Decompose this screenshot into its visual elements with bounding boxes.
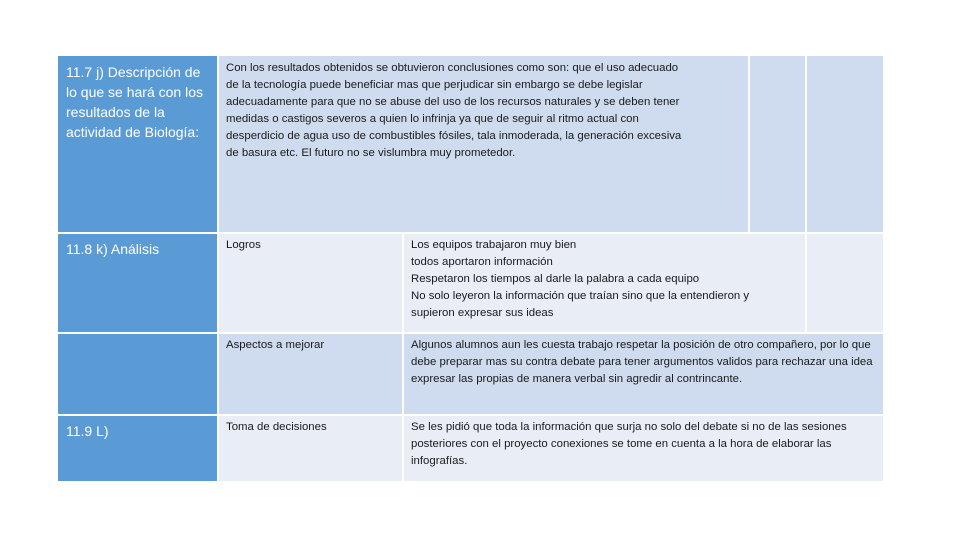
logros-line: supieron expresar sus ideas <box>411 307 554 319</box>
sub-label-text: Aspectos a mejorar <box>226 339 325 351</box>
toma-content <box>403 415 883 481</box>
row-label-11-9 <box>58 415 218 481</box>
logros-line: No solo leyeron la información que traían sino que la entendieron y <box>411 290 750 302</box>
row-label-text: 11.7 j) Descripción de lo que se hará con los resultados de la actividad de Biología: <box>66 64 203 140</box>
grid-line <box>402 233 404 481</box>
description-line: medidas o castigos severos a quien lo infrinja ya que de seguir al ritmo actual con <box>226 113 639 125</box>
logros-line: Los equipos trabajaron muy bien <box>411 239 577 251</box>
empty-cell <box>806 233 883 333</box>
logros-line: todos aportaron información <box>411 256 553 268</box>
sub-label-logros <box>218 233 403 333</box>
row-label-text: 11.8 k) Análisis <box>66 241 160 257</box>
grid-line <box>805 56 807 333</box>
row-label-text: 11.9 L) <box>66 423 109 439</box>
empty-cell <box>806 56 883 233</box>
description-line: desperdicio de agua uso de combustibles fósiles, tala inmoderada, la generación excesiva <box>226 130 682 142</box>
toma-text: Se les pidió que toda la información que surja no solo del debate si no de las sesiones posteriores con el proyecto conexiones se tome en cuenta a la hora de elaborar las infografías. <box>411 421 847 467</box>
grid-line <box>217 56 219 481</box>
row-label-empty <box>58 333 218 415</box>
sub-label-text: Logros <box>226 239 261 251</box>
logros-line: Respetaron los tiempos al darle la palabra a cada equipo <box>411 273 700 285</box>
logros-content <box>403 233 806 333</box>
description-cell <box>218 56 749 233</box>
aspectos-text: Algunos alumnos aun les cuesta trabajo respetar la posición de otro compañero, por lo que debe preparar mas su contra debate para tener argumentos validos para rechazar una idea expresar las propias de manera verbal sin agredir al contrincante. <box>411 339 873 385</box>
row-label-11-7 <box>58 56 218 233</box>
description-line: de basura etc. El futuro no se vislumbra muy prometedor. <box>226 147 516 159</box>
empty-cell <box>749 56 806 233</box>
grid-line <box>748 56 750 233</box>
report-table <box>58 56 883 481</box>
sub-label-toma <box>218 415 403 481</box>
sub-label-text: Toma de decisiones <box>226 421 327 433</box>
description-line: adecuadamente para que no se abuse del uso de los recursos naturales y se deben tener <box>226 96 680 108</box>
aspectos-content <box>403 333 883 415</box>
description-line: Con los resultados obtenidos se obtuvieron conclusiones como son: que el uso adecuado <box>226 62 679 74</box>
sub-label-aspectos <box>218 333 403 415</box>
grid-line <box>58 332 883 334</box>
grid-line <box>58 414 883 416</box>
row-label-11-8 <box>58 233 218 333</box>
description-line: de la tecnología puede beneficiar mas que perjudicar sin embargo se debe legislar <box>226 79 643 91</box>
grid-line <box>58 232 883 234</box>
